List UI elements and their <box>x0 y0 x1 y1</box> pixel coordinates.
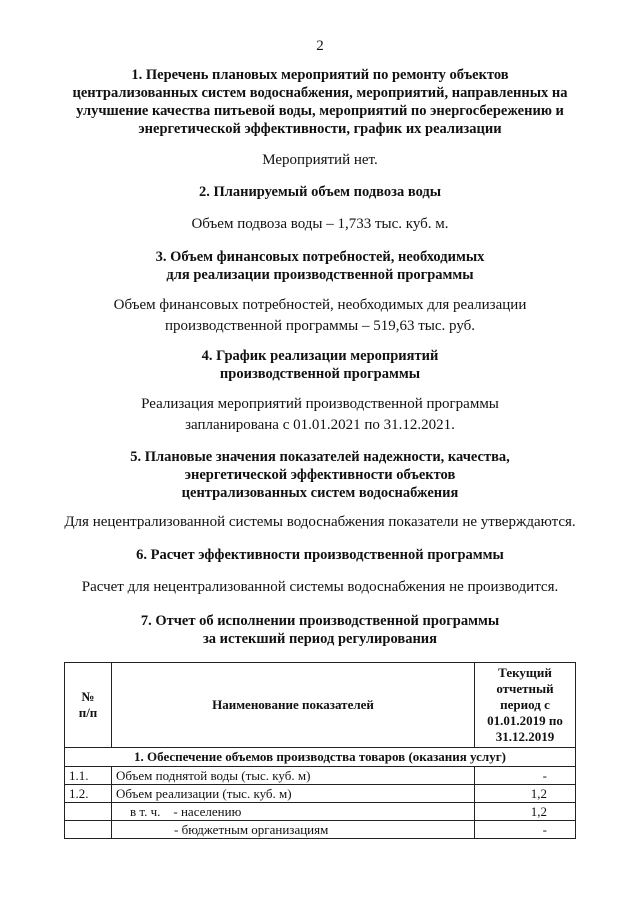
table-row <box>65 821 576 839</box>
row-label: - бюджетным организациям <box>112 821 475 839</box>
header-name: Наименование показателей <box>112 663 475 748</box>
row-num <box>65 803 112 821</box>
section-3-body <box>30 295 610 337</box>
header-num-line: № <box>81 689 95 704</box>
heading-line: 1. Перечень плановых мероприятий по ремонту объектов <box>131 67 509 83</box>
section-4-heading <box>40 347 600 383</box>
heading-line: улучшение качества питьевой воды, мероприятий по энергосбережению и <box>76 103 564 119</box>
row-label: Объем поднятой воды (тыс. куб. м) <box>112 767 475 785</box>
header-period-line: отчетный <box>496 681 554 696</box>
table-row <box>65 767 576 785</box>
row-label-cell <box>112 803 475 821</box>
body-line: Расчет для нецентрализованной системы водоснабжения не производится. <box>81 579 559 595</box>
section-2-body <box>30 214 610 235</box>
body-line: Объем финансовых потребностей, необходимых для реализации <box>113 297 527 313</box>
row-value: 1,2 <box>475 785 576 803</box>
heading-line: 4. График реализации мероприятий <box>201 348 439 364</box>
table-section-row <box>65 748 576 767</box>
heading-line: 6. Расчет эффективности производственной программы <box>136 547 504 563</box>
row-num: 1.2. <box>65 785 112 803</box>
body-line: производственной программы – 519,63 тыс. руб. <box>164 318 476 334</box>
section-6-heading <box>40 546 600 564</box>
heading-line: 5. Плановые значения показателей надежности, качества, <box>130 449 510 465</box>
row-num: 1.1. <box>65 767 112 785</box>
body-line: запланирована с 01.01.2021 по 31.12.2021. <box>185 417 455 433</box>
section-3-heading <box>40 248 600 284</box>
heading-line: производственной программы <box>219 366 421 382</box>
heading-line: энергетической эффективности объектов <box>184 467 456 483</box>
table-section-title: 1. Обеспечение объемов производства товаров (оказания услуг) <box>65 748 576 767</box>
body-line: Мероприятий нет. <box>262 152 378 168</box>
table-row <box>65 785 576 803</box>
header-period-line: 31.12.2019 <box>495 729 555 744</box>
section-2-heading <box>40 183 600 201</box>
section-1-body <box>30 150 610 171</box>
body-line: Для нецентрализованной системы водоснабжения показатели не утверждаются. <box>64 514 576 530</box>
heading-line: 2. Планируемый объем подвоза воды <box>198 184 442 200</box>
header-num <box>65 663 112 748</box>
heading-line: для реализации производственной программы <box>166 267 474 283</box>
table-header-row <box>65 663 576 748</box>
section-5-heading <box>40 448 600 502</box>
body-line: Реализация мероприятий производственной программы <box>141 396 499 412</box>
row-label-prefix: в т. ч. <box>130 804 161 819</box>
row-value: - <box>475 767 576 785</box>
row-num <box>65 821 112 839</box>
header-period-line: период с <box>500 697 550 712</box>
heading-line: 3. Объем финансовых потребностей, необходимых <box>155 249 485 265</box>
heading-line: за истекший период регулирования <box>202 631 438 647</box>
row-value: 1,2 <box>475 803 576 821</box>
page-number: 2 <box>316 38 324 54</box>
header-period <box>475 663 576 748</box>
section-1-heading <box>40 66 600 138</box>
body-line: Объем подвоза воды – 1,733 тыс. куб. м. <box>191 216 449 232</box>
heading-line: 7. Отчет об исполнении производственной программы <box>140 613 500 629</box>
header-period-line: 01.01.2019 по <box>487 713 563 728</box>
heading-line: централизованных систем водоснабжения, мероприятий, направленных на <box>72 85 568 101</box>
section-7-heading <box>40 612 600 648</box>
heading-line: централизованных систем водоснабжения <box>181 485 459 501</box>
row-value: - <box>475 821 576 839</box>
row-label: - населению <box>173 804 242 819</box>
row-label: Объем реализации (тыс. куб. м) <box>112 785 475 803</box>
section-6-body <box>30 577 610 598</box>
report-table <box>64 662 576 839</box>
section-4-body <box>30 394 610 436</box>
heading-line: энергетической эффективности, график их реализации <box>138 121 502 137</box>
header-num-line: п/п <box>78 705 98 720</box>
section-5-body <box>30 512 610 533</box>
table-row <box>65 803 576 821</box>
header-period-line: Текущий <box>498 665 552 680</box>
